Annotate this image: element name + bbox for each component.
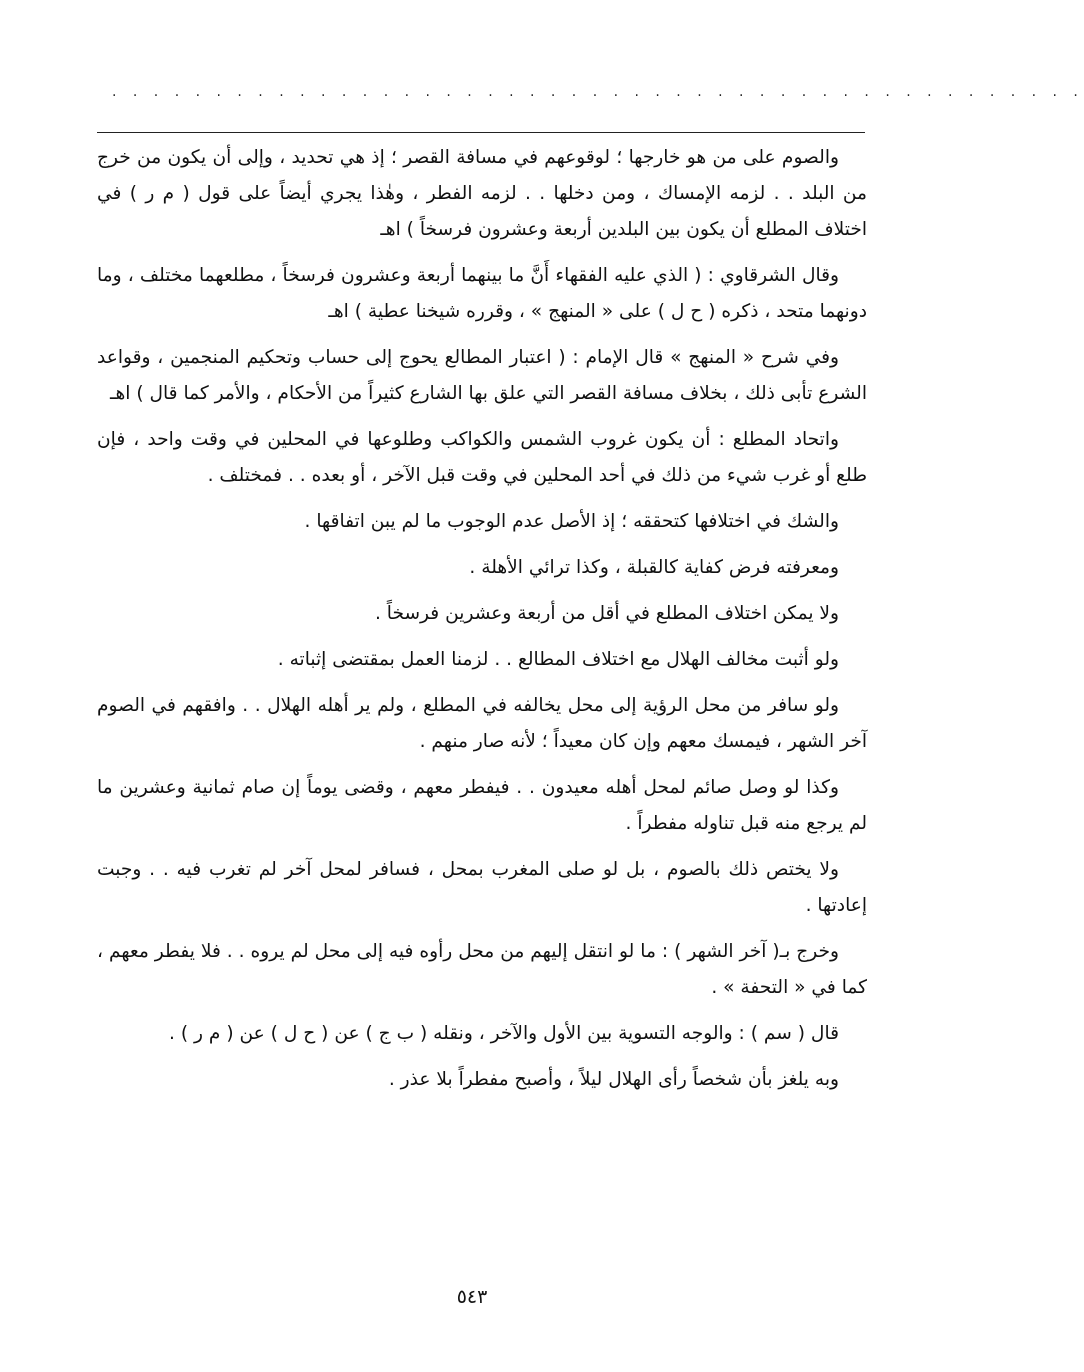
paragraph-11: ولا يختص ذلك بالصوم ، بل لو صلى المغرب بمحل ، فسافر لمحل آخر لم تغرب فيه . . وجبت إعادتها . — [97, 859, 867, 916]
paragraph-9: ولو سافر من محل الرؤية إلى محل يخالفه في المطلع ، ولم ير أهله الهلال . . وافقهم في الصوم آخر الشهر ، فيمسك معهم وإن كان معيداً ؛ لأنه صار منهم . — [97, 695, 867, 752]
page-number: ٥٤٣ — [456, 1286, 488, 1308]
paragraph-10: وكذا لو وصل صائم لمحل أهله معيدون . . فيفطر معهم ، وقضى يوماً إن صام ثمانية وعشرين ما لم يرجع منه قبل تناوله مفطراً . — [97, 777, 867, 834]
paragraph-2: وقال الشرقاوي : ( الذي عليه الفقهاء أَنَّ ما بينهما أربعة وعشرون فرسخاً ، مطلعهما مختلف ، وما دونهما متحد ، ذكره ( ح ل ) على « المنهج » ، وقرره شيخنا عطية ) اهـ — [97, 265, 867, 322]
paragraph-14: وبه يلغز بأن شخصاً رأى الهلال ليلاً ، وأصبح مفطراً بلا عذر . — [388, 1069, 839, 1090]
paragraph-7: ولا يمكن اختلاف المطلع في أقل من أربعة وعشرين فرسخاً . — [374, 603, 839, 624]
paragraph-1: والصوم على من هو خارجها ؛ لوقوعهم في مسافة القصر ؛ إذ هي تحديد ، وإلى أن يكون من خرج من البلد . . لزمه الإمساك ، ومن دخلها . . لزمه الفطر ، وهٰذا يجري أيضاً على قول ( م ر ) في اختلاف المطلع أن يكون بين البلدين أربعة وعشرون فرسخاً ) اهـ — [97, 147, 867, 240]
paragraph-8: ولو أثبت مخالف الهلال مع اختلاف المطالع . . لزمنا العمل بمقتضى إثباته . — [277, 649, 839, 670]
header-rule — [97, 132, 865, 133]
paragraph-12: وخرج بـ( آخر الشهر ) : ما لو انتقل إليهم من محل رأوه فيه إلى محل لم يروه . . فلا يفطر معهم ، كما في « التحفة » . — [97, 941, 867, 998]
paragraph-3: وفي شرح « المنهج » قال الإمام : ( اعتبار المطالع يحوج إلى حساب وتحكيم المنجمين ، وقواعد الشرع تأبى ذلك ، بخلاف مسافة القصر التي علق بها الشارع كثيراً من الأحكام ، والأمر كما قال ) اهـ — [97, 347, 867, 404]
paragraph-5: والشك في اختلافها كتحققه ؛ إذ الأصل عدم الوجوب ما لم يبن اتفاقها . — [304, 511, 839, 532]
paragraph-13: قال ( سم ) : والوجه التسوية بين الأول والآخر ، ونقله ( ب ج ) عن ( ح ل ) عن ( م ر ) . — [169, 1023, 839, 1044]
body-text — [97, 140, 867, 1108]
header-dotted-line: . . . . . . . . . . . . . . . . . . . . . . . . . . . . . . . . . . . . . . . . . . . . . . . — [112, 84, 1084, 100]
paragraph-6: ومعرفته فرض كفاية كالقبلة ، وكذا ترائي الأهلة . — [469, 557, 839, 578]
paragraph-4: واتحاد المطلع : أن يكون غروب الشمس والكواكب وطلوعها في المحلين في وقت واحد ، فإن طلع أو غرب شيء من ذلك في أحد المحلين في وقت قبل الآخر ، أو بعده . . فمختلف . — [97, 429, 867, 486]
